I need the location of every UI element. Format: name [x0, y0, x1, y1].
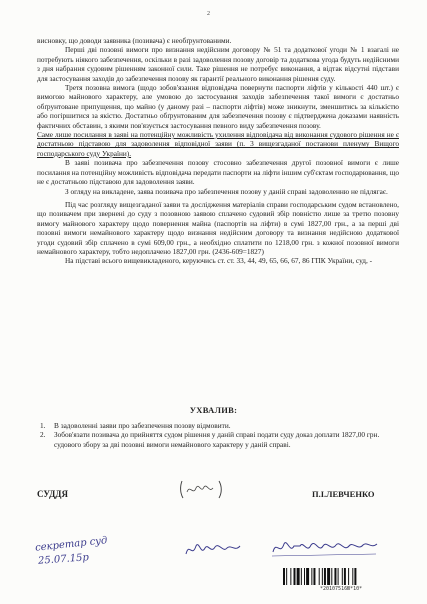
judge-label: СУДДЯ: [37, 489, 68, 499]
barcode-bar: [311, 568, 312, 585]
judge-name: П.І.ЛЕВЧЕНКО: [312, 489, 375, 499]
barcode-bar: [331, 568, 332, 585]
list-item: [40, 430, 390, 449]
list-item-number: 2.: [40, 430, 46, 440]
list-item-text: Зобов'язати позивача до прийняття судом рішення у даній справі подати суду доказ доплати 1827,00 грн. судового збору за дві позовні вимоги немайнового характеру у даній справі.: [54, 430, 380, 449]
barcode: [283, 568, 413, 585]
handwritten-note: секретар суд: [34, 535, 108, 554]
page-number: 2: [207, 11, 210, 17]
document-body: [37, 36, 399, 266]
barcode-bar: [283, 568, 285, 585]
barcode-bar: [297, 568, 300, 585]
barcode-bar: [327, 568, 330, 585]
paragraph: На підставі всього вищевикладеного, керуючись ст. ст. 33, 44, 49, 65, 66, 67, 86 ГПК України, суд, -: [65, 256, 373, 266]
barcode-bar: [354, 568, 356, 585]
paragraph: Третя позовна вимога (щодо зобов'язання відповідача повернути паспорти ліфтів у кількості 440 шт.) є вимогою майнового характеру, але умовою до застосування заходів забезпечення такої вимоги є достатньо обґрунтоване припущення, що майно (у даному разі – паспорти ліфтів) може зникнути, зменшитись за кількістю або погіршитися за якістю. Достатньо обґрунтованим для забезпечення позову є підтверджена доказами наявність фактичних обставин, з якими пов'язується застосування певного виду забезпечення позову.: [37, 83, 399, 130]
barcode-bar: [313, 568, 315, 585]
barcode-bar: [348, 568, 349, 585]
barcode-bar: [334, 568, 336, 585]
list-item: [40, 421, 390, 430]
barcode-bar: [286, 568, 287, 585]
paragraph: висновку, що доводи заявника (позивача) є необґрунтованими.: [37, 36, 232, 45]
barcode-bar: [344, 568, 346, 585]
judge-signature: [178, 478, 224, 500]
list-item-text: В задоволенні заяви про забезпечення позову відмовити.: [54, 421, 231, 430]
paragraph: В заяві позивача про забезпечення позову стосовно забезпечення другої позовної вимоги є лише посилання на потенційну можливість відповідача передати паспорти на ліфти іншим суб'єктам господарювання, що не є достатньою підставою для задоволення заяви.: [37, 158, 399, 187]
barcode-bar: [352, 568, 353, 585]
barcode-bar: [294, 568, 296, 585]
decision-list: [40, 421, 390, 449]
handwritten-date: 25.07.15р: [37, 552, 90, 567]
barcode-bar: [290, 568, 291, 585]
decision-title: УХВАЛИВ:: [189, 405, 238, 415]
underlined-paragraph: Саме лише посилання в заяві на потенційну можливість ухилення відповідача від виконання судового рішення не є достатньою підставою для задоволення відповідної заяви (п. 3 вищезгаданої постанови пленуму Вищого господарського суду України).: [37, 130, 399, 158]
list-item-number: 1.: [40, 421, 46, 430]
barcode-bar: [338, 568, 339, 585]
handwritten-signature: [183, 538, 243, 560]
barcode-number: *20107516Ю*10*: [320, 586, 363, 592]
barcode-bar: [322, 568, 323, 585]
paragraph: Під час розгляду вищезгаданої заяви та дослідження матеріалів справи господарським судом встановлено, що позивачем при звернені до суду з позовною заявою сплачено судовий збір повністю лише за третю позовну вимогу майнового характеру щодо повернення майна (паспортів на ліфти) в сумі 1827,00 грн., а за перші дві позовні вимоги немайнового характеру щодо визнання недійсним договору та визнання недійсною додаткової угоди судовий збір сплачено в сумі 609,00 грн., а необхідно сплатити по 1218,00 грн. з кожної позовної вимоги немайнового характеру, тобто недоплачено 1827,00 грн. (2436-609=1827): [37, 199, 399, 256]
barcode-bar: [301, 568, 302, 585]
barcode-bar: [319, 568, 320, 585]
barcode-bar: [306, 568, 309, 585]
paragraph: З огляду на викладене, заява позивача про забезпечення позову у даній справі задоволенню не підлягає.: [65, 186, 388, 196]
barcode-bar: [304, 568, 305, 585]
paragraph: Перші дві позовні вимоги про визнання недійсним договору № 51 та додаткової угоди № 1 взагалі не потребують ніякого забезпечення, оскільки в разі задоволення позову договір та додаткова угода будуть недійсними з дня набрання судовим рішенням законної сили. Таке рішення не потребує виконання, а відтак відсутні підстави для застосування заходів до забезпечення позову як гарантії реального виконання рішення суду.: [37, 45, 399, 83]
barcode-bar: [342, 568, 343, 585]
barcode-bar: [324, 568, 326, 585]
handwritten-signature: [270, 534, 380, 560]
